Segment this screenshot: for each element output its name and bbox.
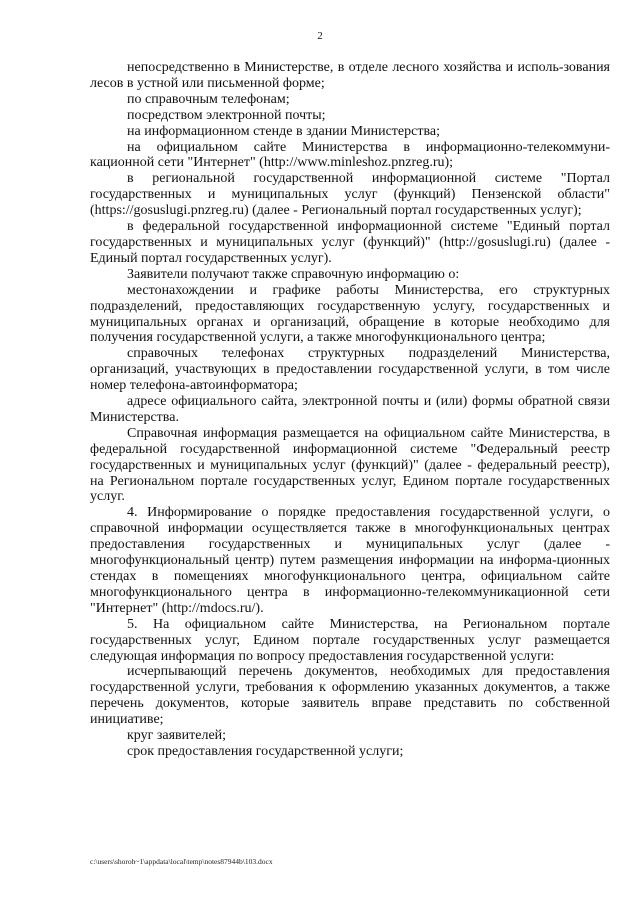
paragraph: Заявители получают также справочную информацию о:	[127, 266, 460, 282]
paragraph: Справочная информация размещается на официальном сайте Министерства, в федеральной государственной информационной системе "Федеральный реестр государственных и муниципальных услуг (функций)" (далее - федеральный реестр), на Региональном портале государственных услуг, Едином портале государственных услуг.	[90, 425, 610, 505]
file-path-footer: c:\users\shoroh~1\appdata\local\temp\notes87944b\103.docx	[90, 857, 273, 866]
paragraph: 5. На официальном сайте Министерства, на Региональном портале государственных услуг, Едином портале государственных услуг размещается следующая информация по вопросу предоставления государственной услуги:	[90, 616, 610, 664]
paragraph: в федеральной государственной информационной системе "Единый портал государственных и муниципальных услуг (функций)" (http://gosuslugi.ru) (далее - Единый портал государственных услуг).	[90, 219, 610, 266]
paragraph: справочных телефонах структурных подразделений Министерства, организаций, участвующих в предоставлении государственной услуги, в том числе номер телефона-автоинформатора;	[90, 346, 610, 394]
paragraph: адресе официального сайта, электронной почты и (или) формы обратной связи Министерства.	[90, 394, 610, 425]
paragraph: круг заявителей;	[127, 728, 227, 744]
paragraph: местонахождении и графике работы Министерства, его структурных подразделений, предоставляющих государственную услугу, государственных и муниципальных органах и организаций, обращение в которые необходимо для получения государственной услуги, а также многофункционального центра;	[90, 282, 610, 346]
paragraph: непосредственно в Министерстве, в отделе лесного хозяйства и исполь-зования лесов в устной или письменной форме;	[90, 60, 610, 91]
paragraph: исчерпывающий перечень документов, необходимых для предоставления государственной услуги, требования к оформлению указанных документов, а также перечень документов, которые заявитель вправе представить по собственной инициативе;	[90, 664, 610, 728]
paragraph: на официальном сайте Министерства в информационно-телекоммуни-кационной сети "Интернет" (http://www.minleshoz.pnzreg.ru);	[90, 139, 610, 171]
document-body	[90, 60, 610, 760]
page-number: 2	[317, 30, 323, 42]
paragraph: в региональной государственной информационной системе "Портал государственных и муниципальных услуг (функций) Пензенской области" (https://gosuslugi.pnzreg.ru) (далее - Региональный портал государственных услуг);	[90, 171, 610, 219]
paragraph: на информационном стенде в здании Министерства;	[127, 123, 440, 139]
paragraph: по справочным телефонам;	[127, 91, 290, 107]
paragraph: 4. Информирование о порядке предоставления государственной услуги, о справочной информации осуществляется также в многофункциональных центрах предоставления государственных и муниципальных услуг (далее - многофункциональный центр) путем размещения информации на информа-ционных стендах в помещениях многофункционального центра, официальном сайте многофункционального центра в информационно-телекоммуникационной сети "Интернет" (http://mdocs.ru/).	[90, 505, 610, 616]
paragraph: посредством электронной почты;	[127, 107, 326, 123]
paragraph: срок предоставления государственной услуги;	[127, 743, 404, 759]
